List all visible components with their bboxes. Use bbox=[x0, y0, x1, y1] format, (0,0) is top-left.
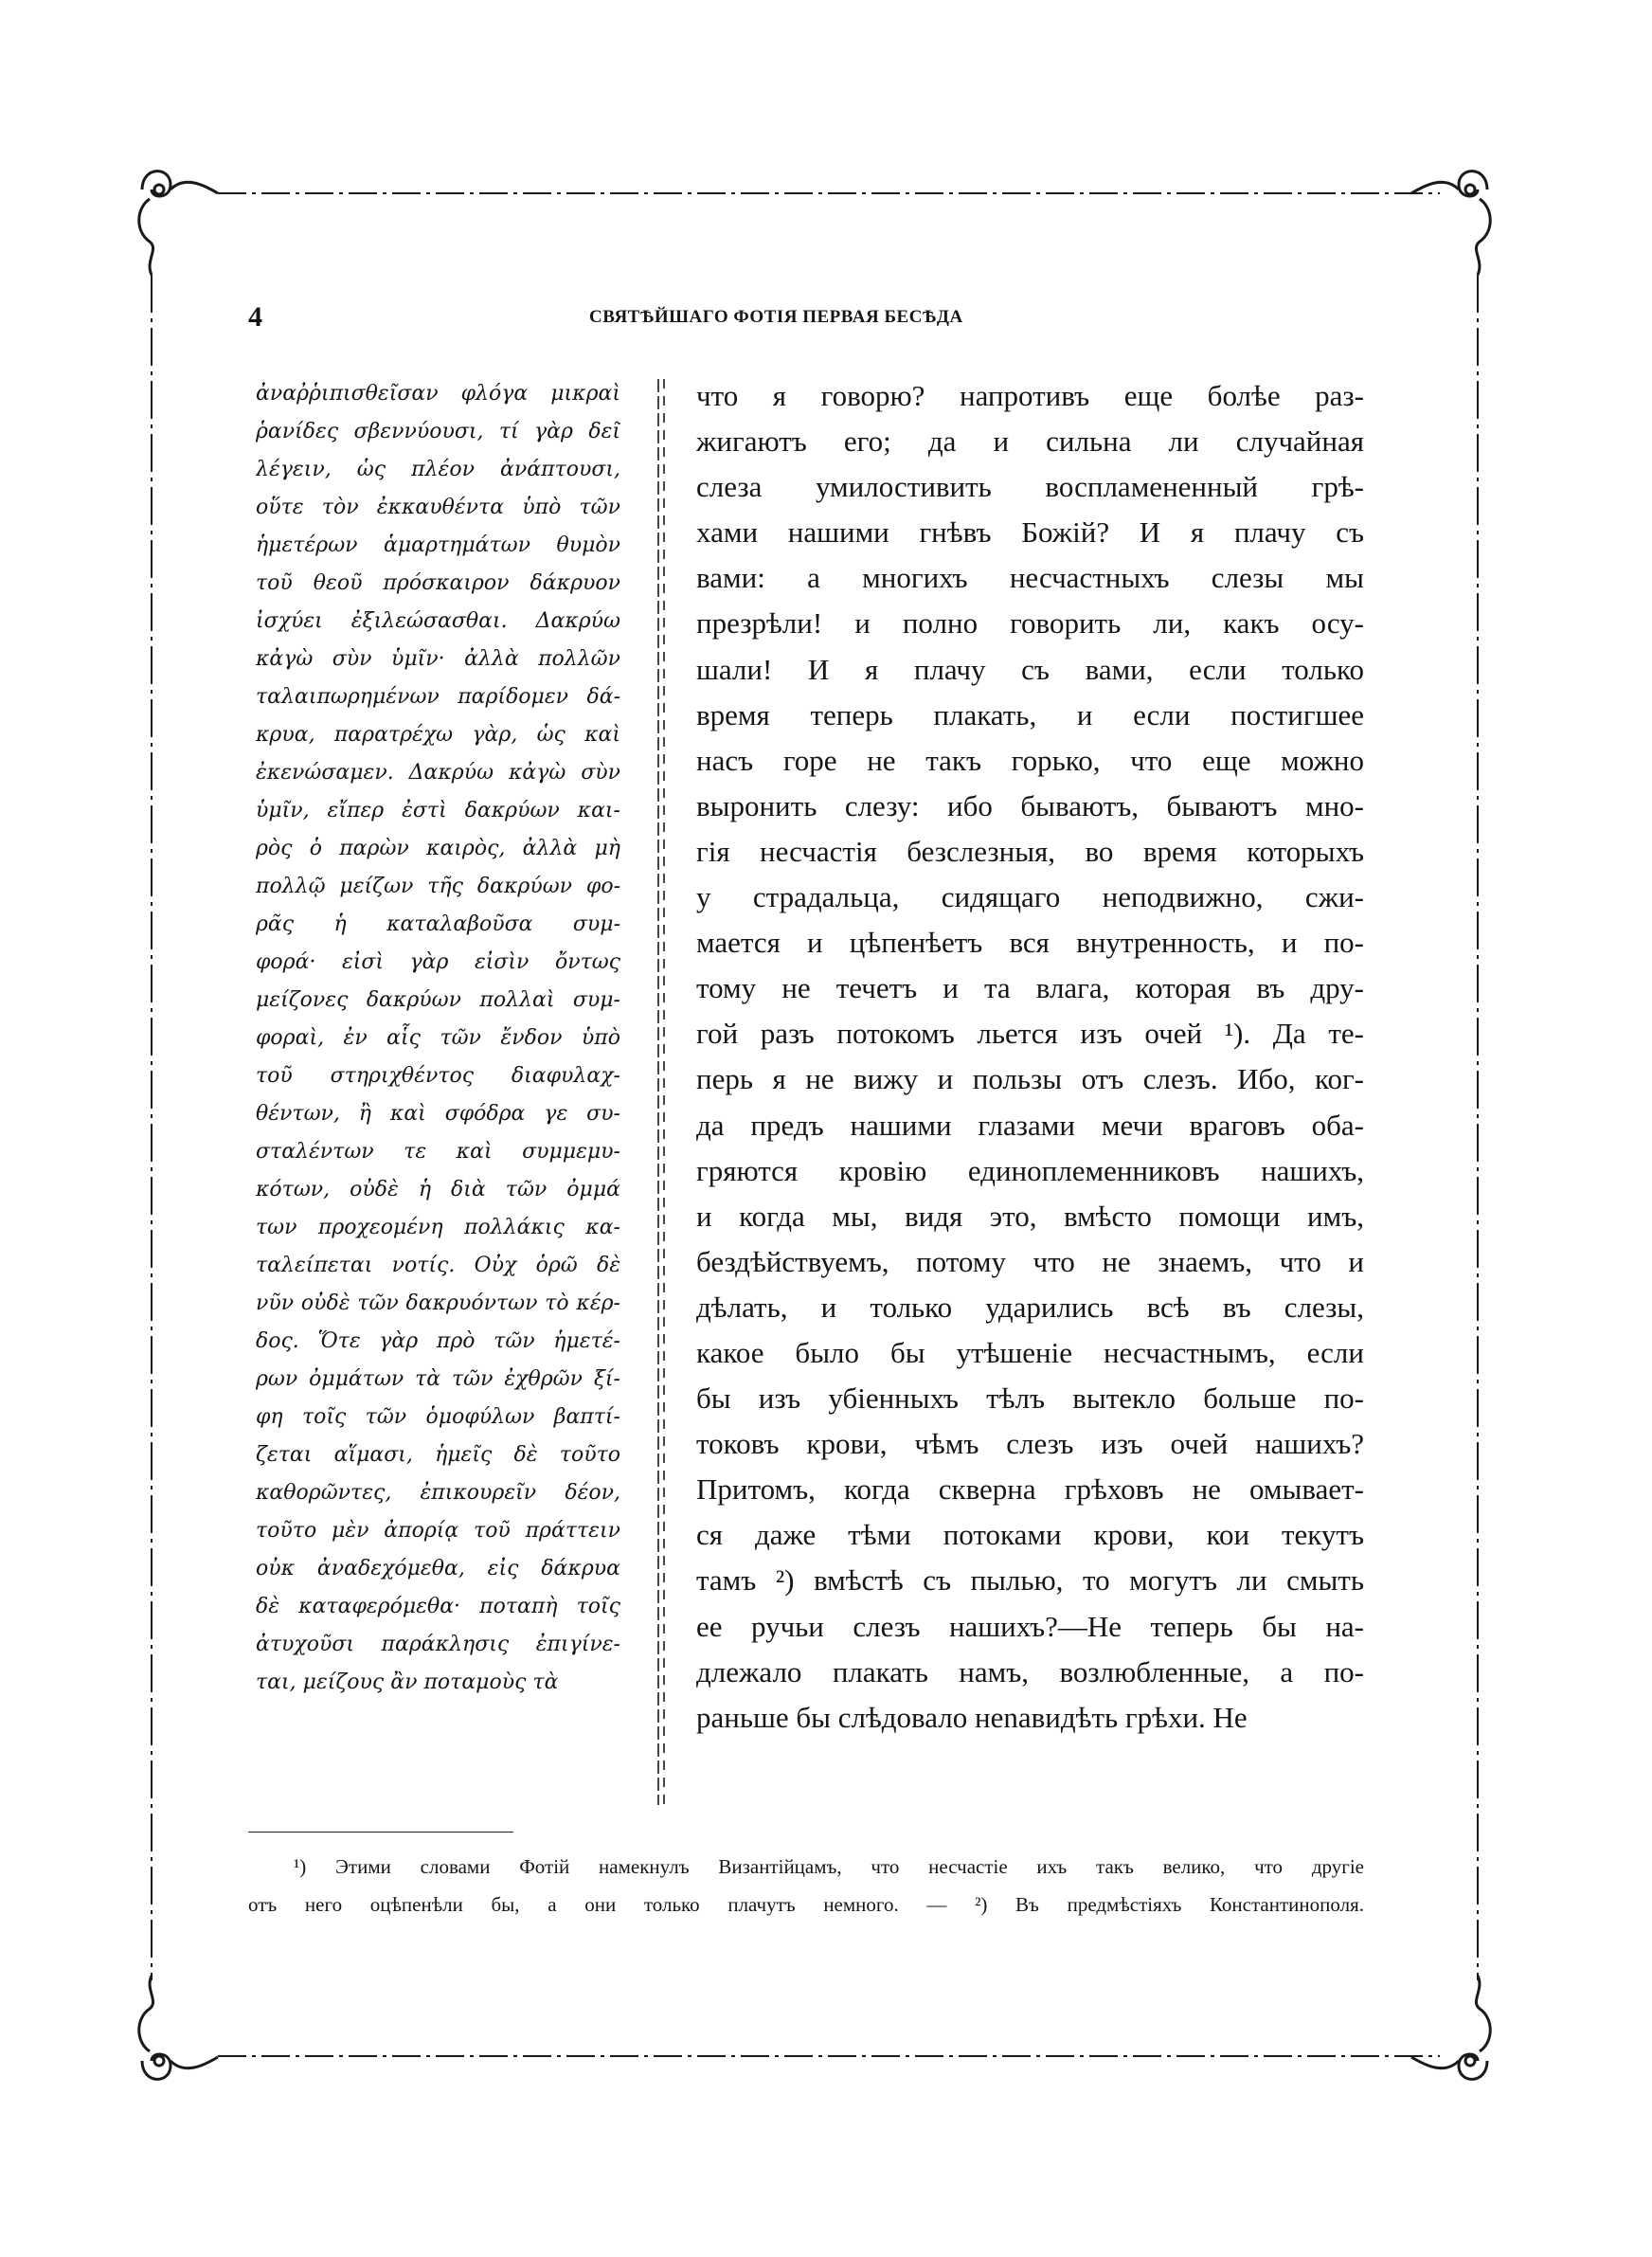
greek-text-column bbox=[256, 375, 620, 1702]
russian-line: вами: а многихъ несчастныхъ слезы мы bbox=[696, 561, 1364, 595]
russian-text-column bbox=[696, 373, 1364, 1741]
greek-line: θέντων, ἢ καὶ σφόδρα γε συ- bbox=[256, 1102, 620, 1126]
greek-line: ταλαιπωρημένων παρίδομεν δά- bbox=[256, 685, 620, 709]
russian-line: время теперь плакать, и если постигшее bbox=[696, 697, 1364, 731]
greek-line: οὐκ ἀναδεχόμεθα, εἰς δάκρυα bbox=[256, 1557, 620, 1580]
footnotes bbox=[248, 1848, 1364, 1923]
greek-line: δὲ καταφερόμεθα· ποταπὴ τοῖς bbox=[256, 1595, 620, 1618]
greek-line: ἀτυχοῦσι παράκλησις ἐπιγίνε- bbox=[256, 1633, 620, 1656]
russian-line: ся даже тѣми потоками крови, кои текутъ bbox=[696, 1518, 1364, 1552]
greek-line: ἐκενώσαμεν. Δακρύω κἀγὼ σὺν bbox=[256, 761, 620, 785]
corner-ornament-bottom-right bbox=[1411, 1976, 1490, 2079]
greek-line: ρων ὀμμάτων τὰ τῶν ἐχθρῶν ξί- bbox=[256, 1367, 620, 1391]
russian-line: да предъ нашими глазами мечи враговъ оба- bbox=[696, 1108, 1364, 1142]
greek-line: φοραὶ, ἐν αἷς τῶν ἔνδον ὑπὸ bbox=[256, 1026, 620, 1050]
russian-line: тому не течетъ и та влага, которая въ дру- bbox=[696, 971, 1364, 1005]
greek-line: ζεται αἵμασι, ἡμεῖς δὲ τοῦτο bbox=[256, 1443, 620, 1467]
russian-line: гой разъ потокомъ льется изъ очей ¹). Да те- bbox=[696, 1017, 1364, 1051]
footnote-divider bbox=[248, 1832, 513, 1833]
page-header bbox=[248, 301, 1380, 339]
greek-line: τοῦ στηριχθέντος διαφυλαχ- bbox=[256, 1064, 620, 1088]
russian-line: гія несчастія безслезныя, во время которыхъ bbox=[696, 834, 1364, 868]
footnote-2: отъ него оцѣпенѣли бы, а они только плачутъ немного. — ²) Въ предмѣстіяхъ Константинополя. bbox=[248, 1893, 1364, 1916]
greek-line: των προχεομένη πολλάκις κα- bbox=[256, 1216, 620, 1239]
greek-line: φορά· εἰσὶ γὰρ εἰσὶν ὄντως bbox=[256, 950, 620, 974]
russian-line: какое было бы утѣшеніе несчастнымъ, если bbox=[696, 1335, 1364, 1369]
greek-line: ῥανίδες σβεννύουσι, τί γὰρ δεῖ bbox=[256, 420, 620, 443]
greek-line: λέγειν, ὡς πλέον ἀνάπτουσι, bbox=[256, 458, 620, 481]
greek-line: δος. Ὅτε γὰρ πρὸ τῶν ἡμετέ- bbox=[256, 1329, 620, 1353]
russian-line: хами нашими гнѣвъ Божій? И я плачу съ bbox=[696, 515, 1364, 550]
greek-line: καθορῶντες, ἐπικουρεῖν δέον, bbox=[256, 1481, 620, 1505]
corner-ornament-bottom-left bbox=[139, 1976, 218, 2079]
greek-line: τοῦ θεοῦ πρόσκαιρον δάκρυον bbox=[256, 571, 620, 595]
russian-line: гряются кровію единоплеменниковъ нашихъ, bbox=[696, 1153, 1364, 1187]
column-divider bbox=[658, 379, 664, 1805]
greek-line: φη τοῖς τῶν ὁμοφύλων βαπτί- bbox=[256, 1405, 620, 1429]
greek-line: σταλέντων τε καὶ συμμεμυ- bbox=[256, 1140, 620, 1164]
running-title: СВЯТѢЙШАГО ФОТІЯ ПЕРВАЯ БЕСѢДА bbox=[589, 307, 963, 327]
greek-line: ἡμετέρων ἁμαρτημάτων θυμὸν bbox=[256, 533, 620, 557]
russian-line: бы изъ убіенныхъ тѣлъ вытекло больше по- bbox=[696, 1381, 1364, 1416]
greek-line: κρυα, παρατρέχω γὰρ, ὡς καὶ bbox=[256, 723, 620, 747]
russian-line: бездѣйствуемъ, потому что не знаемъ, что и bbox=[696, 1244, 1364, 1278]
greek-line: ρᾶς ἡ καταλαβοῦσα συμ- bbox=[256, 912, 620, 936]
russian-line: и когда мы, видя это, вмѣсто помощи имъ, bbox=[696, 1199, 1364, 1233]
greek-line: ὑμῖν, εἴπερ ἐστὶ δακρύων και- bbox=[256, 799, 620, 822]
russian-line: перь я не вижу и пользы отъ слезъ. Ибо, ког- bbox=[696, 1062, 1364, 1096]
russian-line: презрѣли! и полно говорить ли, какъ осу- bbox=[696, 606, 1364, 641]
greek-line: πολλῷ μείζων τῆς δακρύων φο- bbox=[256, 875, 620, 898]
russian-line: мается и цѣпенѣетъ вся внутренность, и по- bbox=[696, 926, 1364, 960]
corner-ornament-top-left bbox=[139, 172, 218, 275]
russian-line: длежало плакать намъ, возлюбленные, а по- bbox=[696, 1654, 1364, 1688]
greek-line: ταλείπεται νοτίς. Οὐχ ὁρῶ δὲ bbox=[256, 1254, 620, 1277]
russian-line: насъ горе не такъ горько, что еще можно bbox=[696, 743, 1364, 777]
greek-line: ρὸς ὁ παρὼν καιρὸς, ἀλλὰ μὴ bbox=[256, 837, 620, 860]
footnote-1: ¹) Этими словами Фотій намекнулъ Византійцамъ, что несчастіе ихъ такъ велико, что другіе bbox=[294, 1855, 1364, 1878]
greek-line: τοῦτο μὲν ἀπορίᾳ τοῦ πράττειν bbox=[256, 1519, 620, 1543]
greek-line: οὕτε τὸν ἐκκαυθέντα ὑπὸ τῶν bbox=[256, 496, 620, 519]
russian-line: слеза умилостивить воспламененный грѣ- bbox=[696, 470, 1364, 504]
russian-line: токовъ крови, чѣмъ слезъ изъ очей нашихъ? bbox=[696, 1427, 1364, 1461]
russian-line: жигаютъ его; да и сильна ли случайная bbox=[696, 424, 1364, 459]
greek-line: ἰσχύει ἐξιλεώσασθαι. Δακρύω bbox=[256, 609, 620, 633]
greek-line: ται, μείζους ἂν ποταμοὺς τὰ bbox=[256, 1670, 559, 1694]
russian-line: дѣлать, и только ударились всѣ въ слезы, bbox=[696, 1290, 1364, 1324]
greek-line: κἀγὼ σὺν ὑμῖν· ἀλλὰ πολλῶν bbox=[256, 647, 620, 671]
russian-line: выронить слезу: ибо бываютъ, бываютъ мно- bbox=[696, 788, 1364, 822]
russian-line: что я говорю? напротивъ еще болѣе раз- bbox=[696, 379, 1364, 412]
greek-line: ἀναῤῥιπισθεῖσαν φλόγα μικραὶ bbox=[256, 382, 620, 406]
greek-line: νῦν οὐδὲ τῶν δακρυόντων τὸ κέρ- bbox=[256, 1291, 620, 1315]
russian-line: у страдальца, сидящаго неподвижно, сжи- bbox=[696, 880, 1364, 914]
greek-line: κότων, οὐδὲ ἡ διὰ τῶν ὀμμά bbox=[256, 1178, 620, 1201]
russian-line: Притомъ, когда скверна грѣховъ не омывает- bbox=[696, 1472, 1364, 1507]
russian-line: раньше бы слѣдовало неnавидѣть грѣхи. Не bbox=[696, 1700, 1248, 1734]
corner-ornament-top-right bbox=[1411, 172, 1490, 275]
page-number: 4 bbox=[248, 301, 262, 333]
russian-line: тамъ ²) вмѣстѣ съ пылью, то могутъ ли смыть bbox=[696, 1563, 1364, 1598]
russian-line: ее ручьи слезъ нашихъ?—Не теперь бы на- bbox=[696, 1609, 1364, 1643]
greek-line: μείζονες δακρύων πολλαὶ συμ- bbox=[256, 988, 620, 1012]
russian-line: шали! И я плачу съ вами, если только bbox=[696, 652, 1364, 686]
